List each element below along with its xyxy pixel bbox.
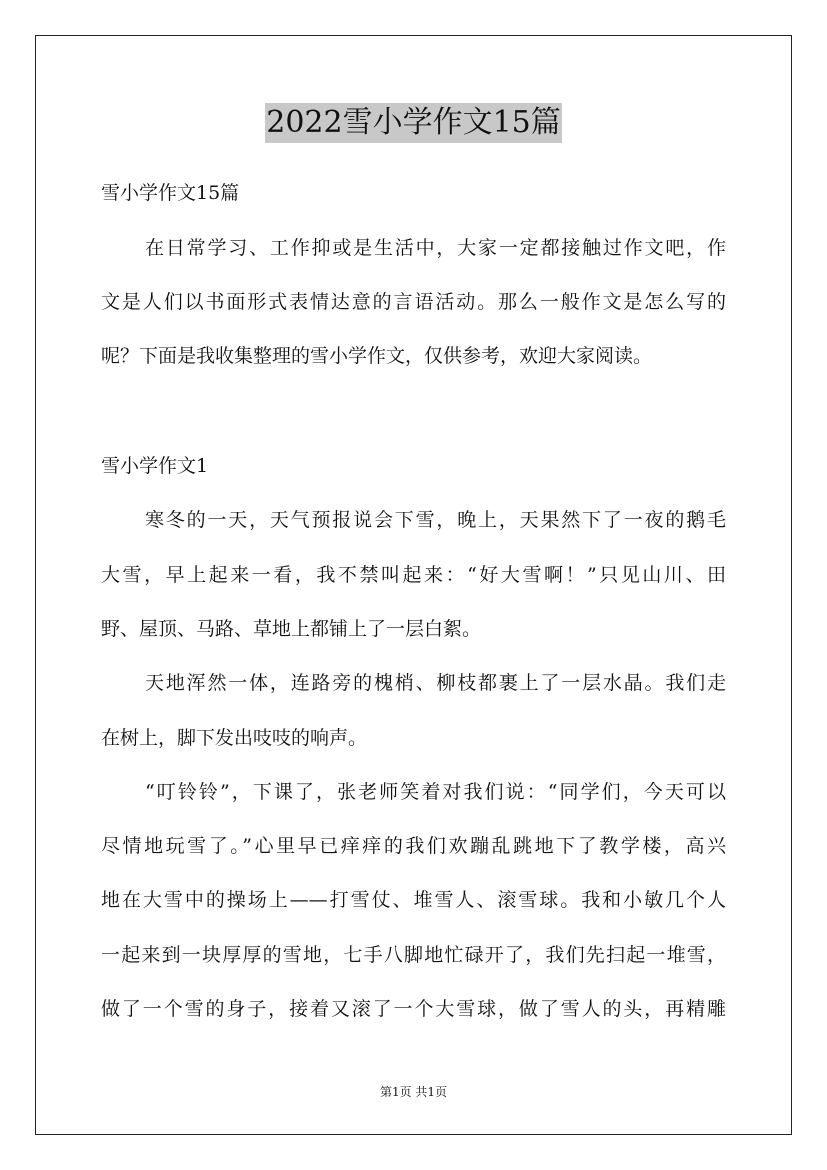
title-wrap xyxy=(0,103,827,143)
paragraph-line: 尽情地玩雪了。”心里早已痒痒的我们欢蹦乱跳地下了教学楼，高兴 xyxy=(101,835,726,857)
paragraph-line: 寒冬的一天，天气预报说会下雪，晚上，天果然下了一夜的鹅毛 xyxy=(145,509,726,531)
paragraph-line: 文是人们以书面形式表情达意的言语活动。那么一般作文是怎么写的 xyxy=(101,291,726,313)
section-heading: 雪小学作文1 xyxy=(101,455,209,477)
paragraph-line: 野、屋顶、马路、草地上都铺上了一层白絮。 xyxy=(101,618,482,640)
paragraph-line: 大雪，早上起来一看，我不禁叫起来：“好大雪啊！”只见山川、田 xyxy=(101,564,726,586)
paragraph-line: 天地浑然一体，连路旁的槐梢、柳枝都裹上了一层水晶。我们走 xyxy=(145,672,726,694)
subtitle-line: 雪小学作文15篇 xyxy=(101,182,240,204)
paragraph-line: “叮铃铃”，下课了，张老师笑着对我们说：“同学们，今天可以 xyxy=(145,781,726,803)
paragraph-line: 在日常学习、工作抑或是生活中，大家一定都接触过作文吧，作 xyxy=(145,237,726,259)
paragraph-line: 一起来到一块厚厚的雪地，七手八脚地忙碌开了，我们先扫起一堆雪， xyxy=(101,944,726,966)
paragraph-line: 在树上，脚下发出吱吱的响声。 xyxy=(101,727,368,749)
paragraph-line: 做了一个雪的身子，接着又滚了一个大雪球，做了雪人的头，再精雕 xyxy=(101,998,726,1020)
paragraph-line: 地在大雪中的操场上——打雪仗、堆雪人、滚雪球。我和小敏几个人 xyxy=(101,889,726,911)
document-title: 2022雪小学作文15篇 xyxy=(265,103,562,143)
paragraph-line: 呢？下面是我收集整理的雪小学作文，仅供参考，欢迎大家阅读。 xyxy=(101,345,653,367)
page-footer: 第1页 共1页 xyxy=(379,1085,448,1099)
